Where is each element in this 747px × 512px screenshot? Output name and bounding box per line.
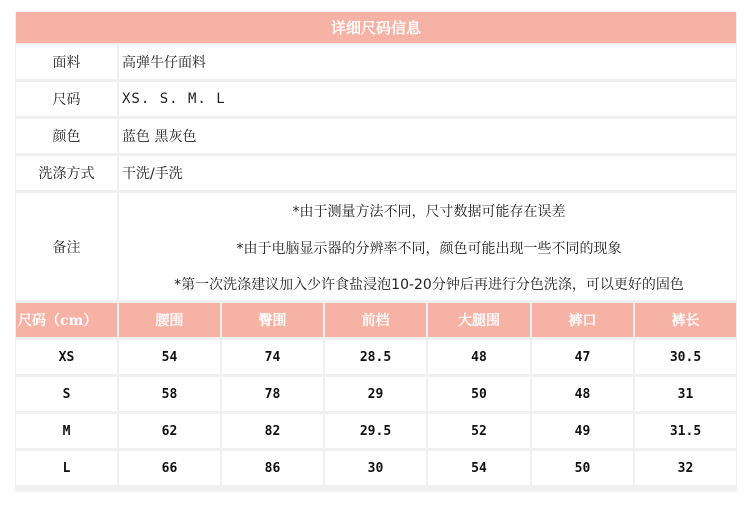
- header-cell-length: 裤长: [635, 303, 736, 337]
- table-cell: 74: [222, 340, 323, 374]
- info-row-fabric: [16, 45, 736, 79]
- table-cell: 47: [532, 340, 633, 374]
- table-cell: 30: [325, 451, 426, 485]
- header-cell-thigh: 大腿围: [428, 303, 530, 337]
- colors-label: 颜色: [16, 119, 117, 153]
- remarks-value: [119, 193, 736, 300]
- washing-value: 干洗/手洗: [119, 156, 736, 190]
- table-row: [16, 377, 736, 411]
- table-cell: 29.5: [325, 414, 426, 448]
- remark-line: *由于电脑显示器的分辨率不同，颜色可能出现一些不同的现象: [236, 240, 622, 257]
- table-cell: S: [16, 377, 117, 411]
- table-cell: 30.5: [635, 340, 736, 374]
- remark-line: *由于测量方法不同，尺寸数据可能存在误差: [292, 204, 566, 220]
- header-cell-hip: 臀围: [222, 303, 323, 337]
- table-cell: 86: [222, 451, 323, 485]
- size-table-header: [16, 303, 736, 337]
- fabric-value: 高弹牛仔面料: [119, 45, 736, 79]
- table-row: [16, 340, 736, 374]
- size-table: [16, 303, 736, 488]
- colors-value: 蓝色 黑灰色: [119, 119, 736, 153]
- table-cell: 50: [532, 451, 633, 485]
- table-cell: 28.5: [325, 340, 426, 374]
- table-cell: L: [16, 451, 117, 485]
- header-cell-front-rise: 前档: [325, 303, 426, 337]
- sizes-value: XS. S. M. L: [119, 82, 736, 116]
- table-cell: 52: [428, 414, 530, 448]
- info-row-washing: [16, 156, 736, 190]
- table-cell: 50: [428, 377, 530, 411]
- table-cell: 62: [119, 414, 220, 448]
- header-cell-leg-opening: 裤口: [532, 303, 633, 337]
- info-row-sizes: [16, 82, 736, 116]
- table-cell: 31: [635, 377, 736, 411]
- table-cell: 49: [532, 414, 633, 448]
- table-cell: 58: [119, 377, 220, 411]
- sizes-label: 尺码: [16, 82, 117, 116]
- table-row: [16, 451, 736, 485]
- table-cell: 29: [325, 377, 426, 411]
- fabric-label: 面料: [16, 45, 117, 79]
- header-cell-size: 尺码（cm）: [16, 303, 117, 337]
- table-cell: 82: [222, 414, 323, 448]
- table-cell: 66: [119, 451, 220, 485]
- table-cell: 54: [428, 451, 530, 485]
- table-cell: 54: [119, 340, 220, 374]
- table-cell: 31.5: [635, 414, 736, 448]
- remarks-label: 备注: [16, 193, 117, 300]
- info-row-remarks: [16, 193, 736, 300]
- panel-title: 详细尺码信息: [16, 12, 736, 43]
- table-cell: M: [16, 414, 117, 448]
- header-cell-waist: 腰围: [119, 303, 220, 337]
- info-row-colors: [16, 119, 736, 153]
- washing-label: 洗涤方式: [16, 156, 117, 190]
- table-cell: 48: [532, 377, 633, 411]
- table-cell: XS: [16, 340, 117, 374]
- size-info-panel: [15, 12, 737, 492]
- table-cell: 32: [635, 451, 736, 485]
- remark-line: *第一次洗涤建议加入少许食盐浸泡10-20分钟后再进行分色洗涤，可以更好的固色: [174, 277, 684, 293]
- table-cell: 48: [428, 340, 530, 374]
- table-row: [16, 414, 736, 448]
- table-cell: 78: [222, 377, 323, 411]
